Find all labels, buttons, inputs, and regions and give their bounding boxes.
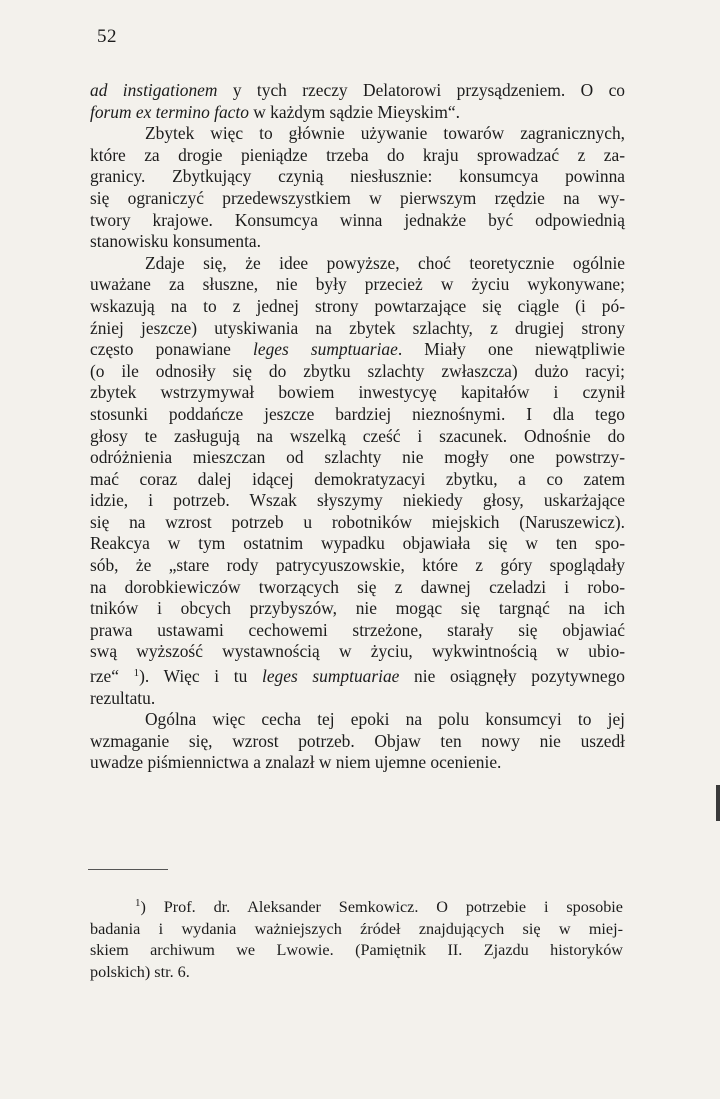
text-line: swą wyższość wystawnością w życiu, wykwintnością w ubio- [90,641,625,662]
paragraph-1 [90,80,625,123]
text-line: Zbytek więc to głównie używanie towarów zagranicznych, [145,123,625,144]
text-line: prawa ustawami cechowemi strzeżone, starały się objawiać [90,619,625,640]
text-line: często ponawiane leges sumptuariae. Miały one niewątpliwie [90,339,625,360]
text-line: się ograniczyć przedewszystkiem w pierwszym rzędzie na wy- [90,187,625,208]
text-line: głosy te zasługują na wszelką cześć i szacunek. Odnośnie do [90,425,625,446]
footnote-line: polskich) str. 6. [90,962,190,981]
text-line: zbytek wstrzymywał bowiem inwestycyę kapitałów i czynił [90,382,625,403]
text-line: rezultatu. [90,687,156,708]
footnote-ref: 1 [133,667,140,680]
text-line: odróżnienia mieszczan od szlachty nie mogły one powstrzy- [90,447,625,468]
page-edge-mark [716,785,720,821]
text-line: twory krajowe. Konsumcya winna jednakże być odpowiednią [90,209,625,230]
latin-phrase: forum ex termino facto [90,101,249,122]
footnote-separator [88,869,168,870]
footnote-marker: 1 [135,897,141,909]
text-line: uważane za słuszne, nie były przecież w życiu wykonywane; [90,274,625,295]
text-line: rze“ $^1$). Więc i tu leges sumptuariae nie osiągnęły pozytywnego [90,666,625,687]
latin-phrase: ad instigationem [90,80,218,100]
paragraph-3 [90,253,625,709]
text-line: (o ile odnosiły się do zbytku szlachty zwłaszcza) dużo racyi; [90,360,625,381]
text-line: wskazują na to z jednej strony powtarzające się ciągle (i pó- [90,295,625,316]
footnote-line: skiem archiwum we Lwowie. (Pamiętnik II. Zjazdu historyków [90,941,623,959]
paragraph-4 [90,709,625,774]
text-line: źniej jeszcze) utyskiwania na zbytek szlachty, z drugiej strony [90,317,625,338]
text-line: stanowisku konsumenta. [90,231,261,252]
footnote-line: badania i wydania ważniejszych źródeł znajdujących się w miej- [90,919,623,938]
text-line: ad instigationem y tych rzeczy Delatorowi przysądzeniem. O co [90,80,626,100]
text-line: granicy. Zbytkujący czynią niesłusznie: konsumcya powinna [90,166,625,187]
footnote [90,893,623,983]
text-line: wzmaganie się, wzrost potrzeb. Objaw ten nowy nie uszedł [90,730,625,751]
text-line: mać coraz dalej idącej demokratyzacyi zbytku, a co zatem [90,468,625,489]
paragraph-2 [90,123,625,253]
footnote-line: $^1$) Prof. dr. Aleksander Semkowicz. O potrzebie i sposobie [135,897,623,916]
text-line: sób, że „stare rody patrycyuszowskie, które z góry spoglądały [90,555,625,576]
latin-phrase: leges sumptuariae [262,666,400,687]
latin-phrase: leges sumptuariae [253,339,398,360]
body-text [90,80,625,774]
text-line: Reakcya w tym ostatnim wypadku objawiała się w ten spo- [90,533,625,554]
text-line: idzie, i potrzeb. Wszak słyszymy niekiedy głosy, uskarżające [90,490,625,511]
page-number: 52 [97,26,117,47]
text-line: się na wzrost potrzeb u robotników miejskich (Naruszewicz). [90,511,625,532]
text-line: uwadze piśmiennictwa a znalazł w niem ujemne ocenienie. [90,752,502,773]
text-line: Ogólna więc cecha tej epoki na polu konsumcyi to jej [145,709,625,730]
text-line: Zdaje się, że idee powyższe, choć teoretycznie ogólnie [145,252,625,273]
text-line: forum ex termino facto w każdym sądzie Mieyskim“. [90,101,460,122]
text-line: na dorobkiewiczów tworzących się z dawnej czeladzi i robo- [90,576,625,597]
text-line: stosunki poddańcze jeszcze bardziej nieznośnymi. I dla tego [90,403,625,424]
text-line: tników i obcych przybyszów, nie mogąc się targnąć na ich [90,598,625,619]
text-line: które za drogie pieniądze trzeba do kraju sprowadzać z za- [90,144,625,165]
